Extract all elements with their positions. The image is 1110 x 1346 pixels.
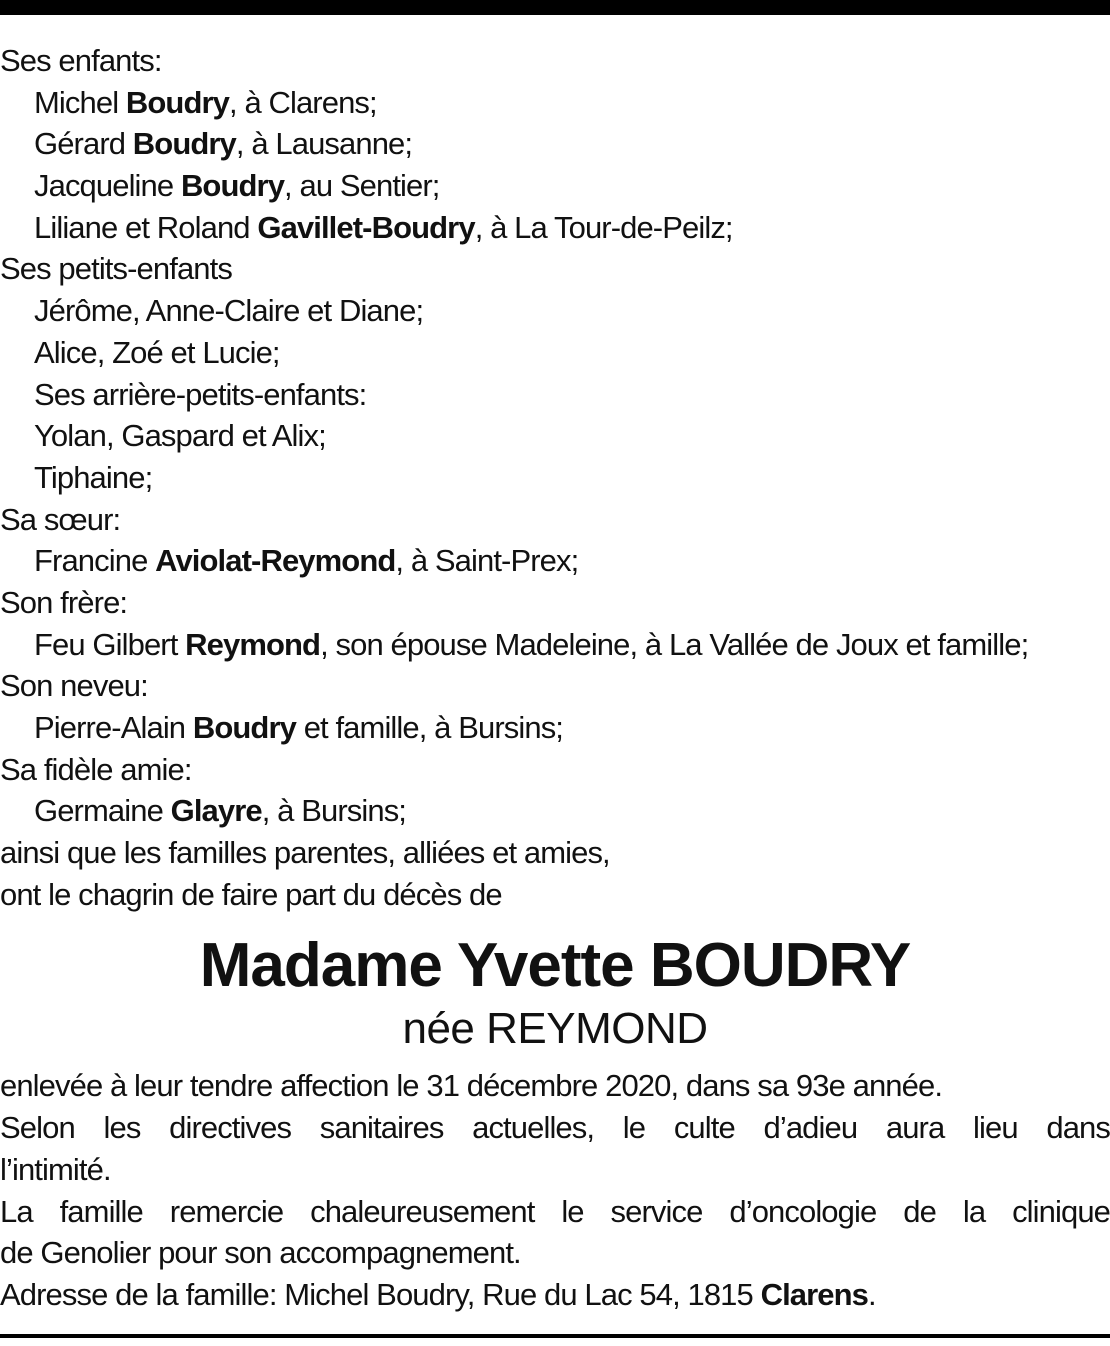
surname: Glayre [170, 793, 262, 829]
list-item [0, 82, 1110, 124]
address-end: . [868, 1276, 876, 1312]
friend-heading: Sa fidèle amie: [0, 751, 192, 787]
list-item [0, 624, 1110, 666]
maiden-name: née REYMOND [402, 1004, 708, 1054]
list-item: Ses arrière-petits-enfants: [34, 376, 367, 412]
first-name: Pierre-Alain [34, 710, 193, 745]
location: et famille, à Bursins; [295, 710, 564, 745]
list-item: Tiphaine; [34, 459, 153, 495]
surname: Boudry [125, 84, 230, 120]
thanks-paragraph [0, 1191, 1110, 1274]
paragraph-line: de Genolier pour son accompagnement. [0, 1235, 521, 1271]
paragraph-line: Selon les directives sanitaires actuelles, le culte d’adieu aura lieu dans [0, 1110, 1110, 1146]
bottom-rule [0, 1334, 1110, 1338]
deceased-name: Madame Yvette BOUDRY [199, 931, 911, 1001]
list-item [0, 123, 1110, 165]
surname: Boudry [180, 168, 285, 204]
announcement-line: ont le chagrin de faire part du décès de [0, 876, 502, 912]
surname: Gavillet-Boudry [257, 209, 475, 245]
surname: Aviolat-Reymond [155, 543, 396, 579]
sister-heading: Sa sœur: [0, 501, 121, 537]
list-item: Jérôme, Anne-Claire et Diane; [34, 293, 424, 329]
address-city: Clarens [760, 1276, 869, 1312]
location: , à Clarens; [229, 84, 377, 120]
children-heading: Ses enfants: [0, 43, 162, 78]
first-name: Feu Gilbert [34, 626, 186, 662]
family-address [0, 1274, 1110, 1316]
surname: Reymond [185, 626, 321, 662]
list-item: Yolan, Gaspard et Alix; [34, 418, 326, 454]
paragraph-line: La famille remercie chaleureusement le service d’oncologie de la clinique [0, 1193, 1110, 1229]
closing-line: ainsi que les familles parentes, alliées et amies, [0, 835, 610, 871]
list-item [0, 707, 1110, 749]
location: , à La Tour-de-Peilz; [474, 209, 733, 245]
first-name: Liliane et Roland [34, 209, 258, 245]
top-rule [0, 0, 1110, 15]
location: , à Saint-Prex; [395, 543, 579, 579]
list-item [0, 207, 1110, 249]
obituary-notice [0, 40, 1110, 1316]
list-item [0, 165, 1110, 207]
first-name: Gérard [34, 126, 133, 162]
list-item: Alice, Zoé et Lucie; [34, 334, 280, 370]
ceremony-paragraph [0, 1107, 1110, 1190]
surname: Boudry [132, 126, 236, 162]
list-item [0, 790, 1110, 832]
location: , à Lausanne; [235, 126, 413, 162]
death-date-line: enlevée à leur tendre affection le 31 décembre 2020, dans sa 93e année. [0, 1068, 943, 1104]
grandchildren-heading: Ses petits-enfants [0, 251, 232, 287]
nephew-heading: Son neveu: [0, 668, 148, 704]
list-item [0, 540, 1110, 582]
location: , son épouse Madeleine, à La Vallée de Joux et famille; [320, 626, 1029, 662]
brother-heading: Son frère: [0, 584, 128, 620]
location: , au Sentier; [284, 168, 440, 204]
first-name: Michel [34, 84, 126, 120]
first-name: Jacqueline [34, 168, 181, 204]
paragraph-line: l’intimité. [0, 1151, 111, 1187]
location: , à Bursins; [261, 793, 407, 829]
first-name: Germaine [34, 793, 171, 829]
surname: Boudry [192, 710, 296, 745]
address-text: Adresse de la famille: Michel Boudry, Rue du Lac 54, 1815 [0, 1276, 761, 1312]
first-name: Francine [34, 543, 156, 579]
